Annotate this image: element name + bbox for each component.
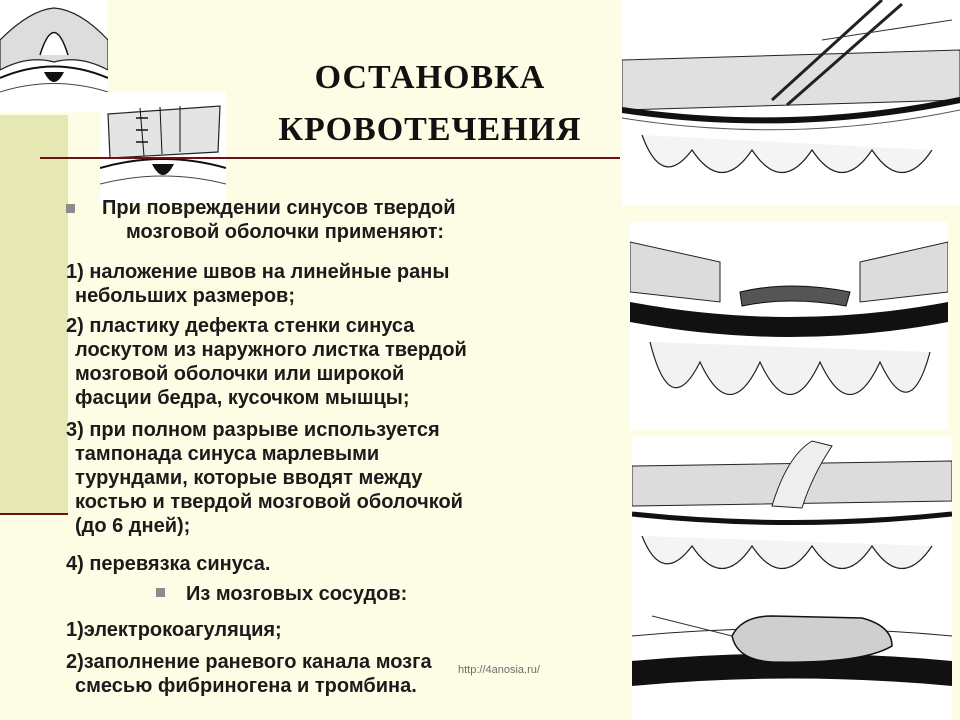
text-line: костью и твердой мозговой оболочкой — [75, 491, 463, 513]
text-line: 2) пластику дефекта стенки синуса — [66, 315, 415, 337]
text-line: лоскутом из наружного листка твердой — [75, 339, 467, 361]
source-watermark: http://4anosia.ru/ — [458, 664, 540, 676]
text-line: смесью фибриногена и тромбина. — [75, 675, 417, 697]
text-line: 1) наложение швов на линейные раны — [66, 261, 450, 283]
text-line: (до 6 дней); — [75, 515, 191, 537]
bullet-sinus-injury — [102, 196, 662, 244]
text-line: небольших размеров; — [75, 285, 295, 307]
text-line: мозговой оболочки применяют: — [126, 221, 445, 243]
text-line: При повреждении синусов твердой — [102, 197, 456, 219]
list-item-fibrinogen — [66, 650, 626, 698]
side-accent-band — [0, 115, 68, 515]
sinus-tamponade-figure — [632, 436, 952, 720]
bullet-marker — [156, 588, 165, 597]
bullet-marker — [66, 204, 75, 213]
text-line: Из мозговых сосудов: — [186, 583, 408, 605]
title-line-2: КРОВОТЕЧЕНИЯ — [278, 111, 582, 148]
list-item-ligation — [66, 552, 626, 576]
text-line: тампонада синуса марлевыми — [75, 443, 380, 465]
sinus-repair-figure-patch — [630, 222, 948, 430]
text-line: фасции бедра, кусочком мышцы; — [75, 387, 410, 409]
bullet-brain-vessels — [186, 582, 746, 606]
list-item-electrocoagulation — [66, 618, 626, 642]
text-line: турундами, которые вводят между — [75, 467, 423, 489]
list-item-suture — [66, 260, 626, 308]
title-line-1: ОСТАНОВКА — [314, 59, 546, 96]
text-line: 3) при полном разрыве используется — [66, 419, 440, 441]
text-line: 4) перевязка синуса. — [66, 553, 271, 575]
sinus-repair-figure-clamp — [622, 0, 960, 205]
list-item-plasty — [66, 314, 626, 410]
title-underline — [40, 157, 620, 159]
side-accent-line — [0, 513, 68, 515]
text-line: мозговой оболочки или широкой — [75, 363, 405, 385]
list-item-tamponade — [66, 418, 626, 538]
page-title — [235, 52, 625, 156]
sinus-suture-illustration-2 — [100, 92, 226, 204]
text-line: 1)электрокоагуляция; — [66, 619, 282, 641]
text-line: 2)заполнение раневого канала мозга — [66, 651, 432, 673]
sinus-suture-illustration-1 — [0, 0, 108, 112]
